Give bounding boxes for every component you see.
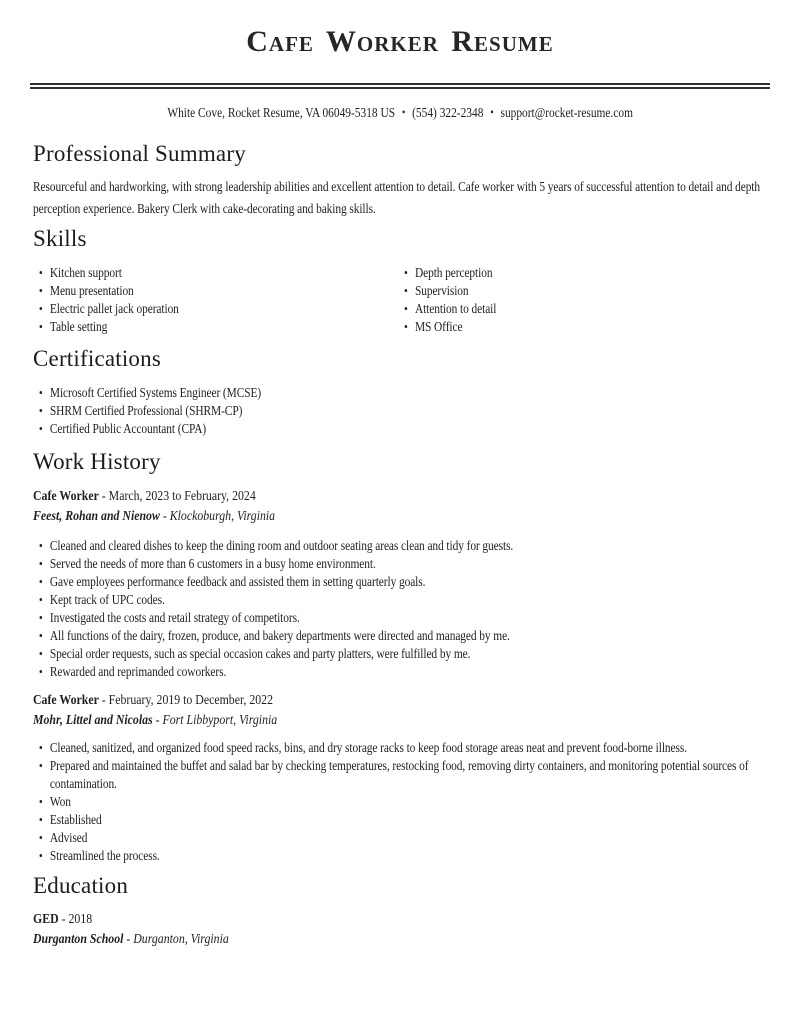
job-employer: Feest, Rohan and Nienow	[33, 509, 160, 524]
dash: -	[162, 509, 167, 524]
skill-item: • Kitchen support	[39, 264, 398, 282]
resume-title: Cafe Worker Resume	[246, 25, 554, 58]
education-school-line	[33, 930, 767, 950]
job-employer-line	[33, 711, 767, 731]
header-divider	[30, 83, 770, 89]
certifications-list	[33, 384, 773, 438]
section-heading-certifications: Certifications	[33, 346, 161, 371]
job-bullet: • Rewarded and reprimanded coworkers.	[39, 663, 773, 681]
job-title-line	[33, 487, 767, 507]
contact-separator-dot: •	[401, 105, 406, 119]
job-bullet: • Streamlined the process.	[39, 847, 773, 865]
job-bullet: • Established	[39, 811, 773, 829]
skills-column-right	[398, 264, 767, 336]
job-bullet: • Kept track of UPC codes.	[39, 591, 773, 609]
job-header	[33, 487, 767, 527]
job-dates: February, 2019 to December, 2022	[108, 693, 274, 708]
skills-column-left	[33, 264, 398, 336]
job-bullet: • Gave employees performance feedback and assisted them in setting quarterly goals.	[39, 573, 773, 591]
job-bullet: • All functions of the dairy, frozen, produce, and bakery departments were directed and managed by me.	[39, 627, 773, 645]
job-employer-line	[33, 507, 767, 527]
job-dates: March, 2023 to February, 2024	[108, 489, 256, 504]
job-title: Cafe Worker	[33, 693, 99, 708]
dash: -	[126, 932, 131, 947]
education-degree-line	[33, 910, 767, 930]
job-bullet: • Won	[39, 793, 773, 811]
section-heading-education: Education	[33, 873, 129, 898]
skill-item: • Supervision	[404, 282, 767, 300]
contact-line	[33, 104, 767, 122]
job-bullet: • Cleaned, sanitized, and organized food speed racks, bins, and dry storage racks to keep food storage areas neat and prevent food-borne illness.	[39, 739, 773, 757]
certification-item: • Microsoft Certified Systems Engineer (MCSE)	[39, 384, 773, 402]
certification-item: • SHRM Certified Professional (SHRM-CP)	[39, 402, 773, 420]
job-bullet-list	[33, 739, 773, 865]
contact-address: White Cove, Rocket Resume, VA 06049-5318 US	[167, 105, 395, 120]
job-location: Fort Libbyport, Virginia	[162, 713, 278, 728]
job-bullet: • Investigated the costs and retail strategy of competitors.	[39, 609, 773, 627]
education-entry	[33, 910, 767, 950]
skill-item: • MS Office	[404, 318, 767, 336]
job-bullet: • Special order requests, such as special occasion cakes and party platters, were fulfilled by me.	[39, 645, 773, 663]
professional-summary-text: Resourceful and hardworking, with strong leadership abilities and excellent attention to detail. Cafe worker with 5 years of successful attention to detail and depth perception experience. Bakery Clerk with cake-decorating and baking skills.	[33, 179, 761, 216]
contact-separator-dot: •	[490, 105, 494, 119]
skill-item: • Depth perception	[404, 264, 767, 282]
education-school: Durganton School	[33, 932, 124, 947]
job-bullet-list	[33, 537, 773, 681]
dash: -	[101, 693, 106, 708]
education-year: 2018	[68, 912, 93, 927]
job-title: Cafe Worker	[33, 489, 99, 504]
dash: -	[61, 912, 66, 927]
dash: -	[155, 713, 160, 728]
job-bullet: • Advised	[39, 829, 773, 847]
contact-email: support@rocket-resume.com	[500, 105, 633, 120]
section-heading-skills: Skills	[33, 226, 87, 251]
dash: -	[101, 489, 106, 504]
job-bullet: • Served the needs of more than 6 customers in a busy home environment.	[39, 555, 773, 573]
education-degree: GED	[33, 912, 59, 927]
job-bullet: • Cleaned and cleared dishes to keep the dining room and outdoor seating areas clean and tidy for guests.	[39, 537, 773, 555]
job-employer: Mohr, Littel and Nicolas	[33, 713, 153, 728]
job-title-line	[33, 691, 767, 711]
job-bullet: • Prepared and maintained the buffet and salad bar by checking temperatures, restocking food, removing dirty containers, and monitoring potential sources of contamination.	[39, 757, 773, 793]
job-header	[33, 691, 767, 731]
skill-item: • Attention to detail	[404, 300, 767, 318]
skill-item: • Electric pallet jack operation	[39, 300, 398, 318]
section-heading-professional-summary: Professional Summary	[33, 141, 246, 166]
section-heading-work-history: Work History	[33, 449, 161, 474]
skill-item: • Menu presentation	[39, 282, 398, 300]
skill-item: • Table setting	[39, 318, 398, 336]
education-location: Durganton, Virginia	[133, 932, 229, 947]
job-location: Klockoburgh, Virginia	[169, 509, 276, 524]
contact-phone: (554) 322-2348	[411, 105, 484, 120]
certification-item: • Certified Public Accountant (CPA)	[39, 420, 773, 438]
skills-list	[33, 264, 767, 336]
